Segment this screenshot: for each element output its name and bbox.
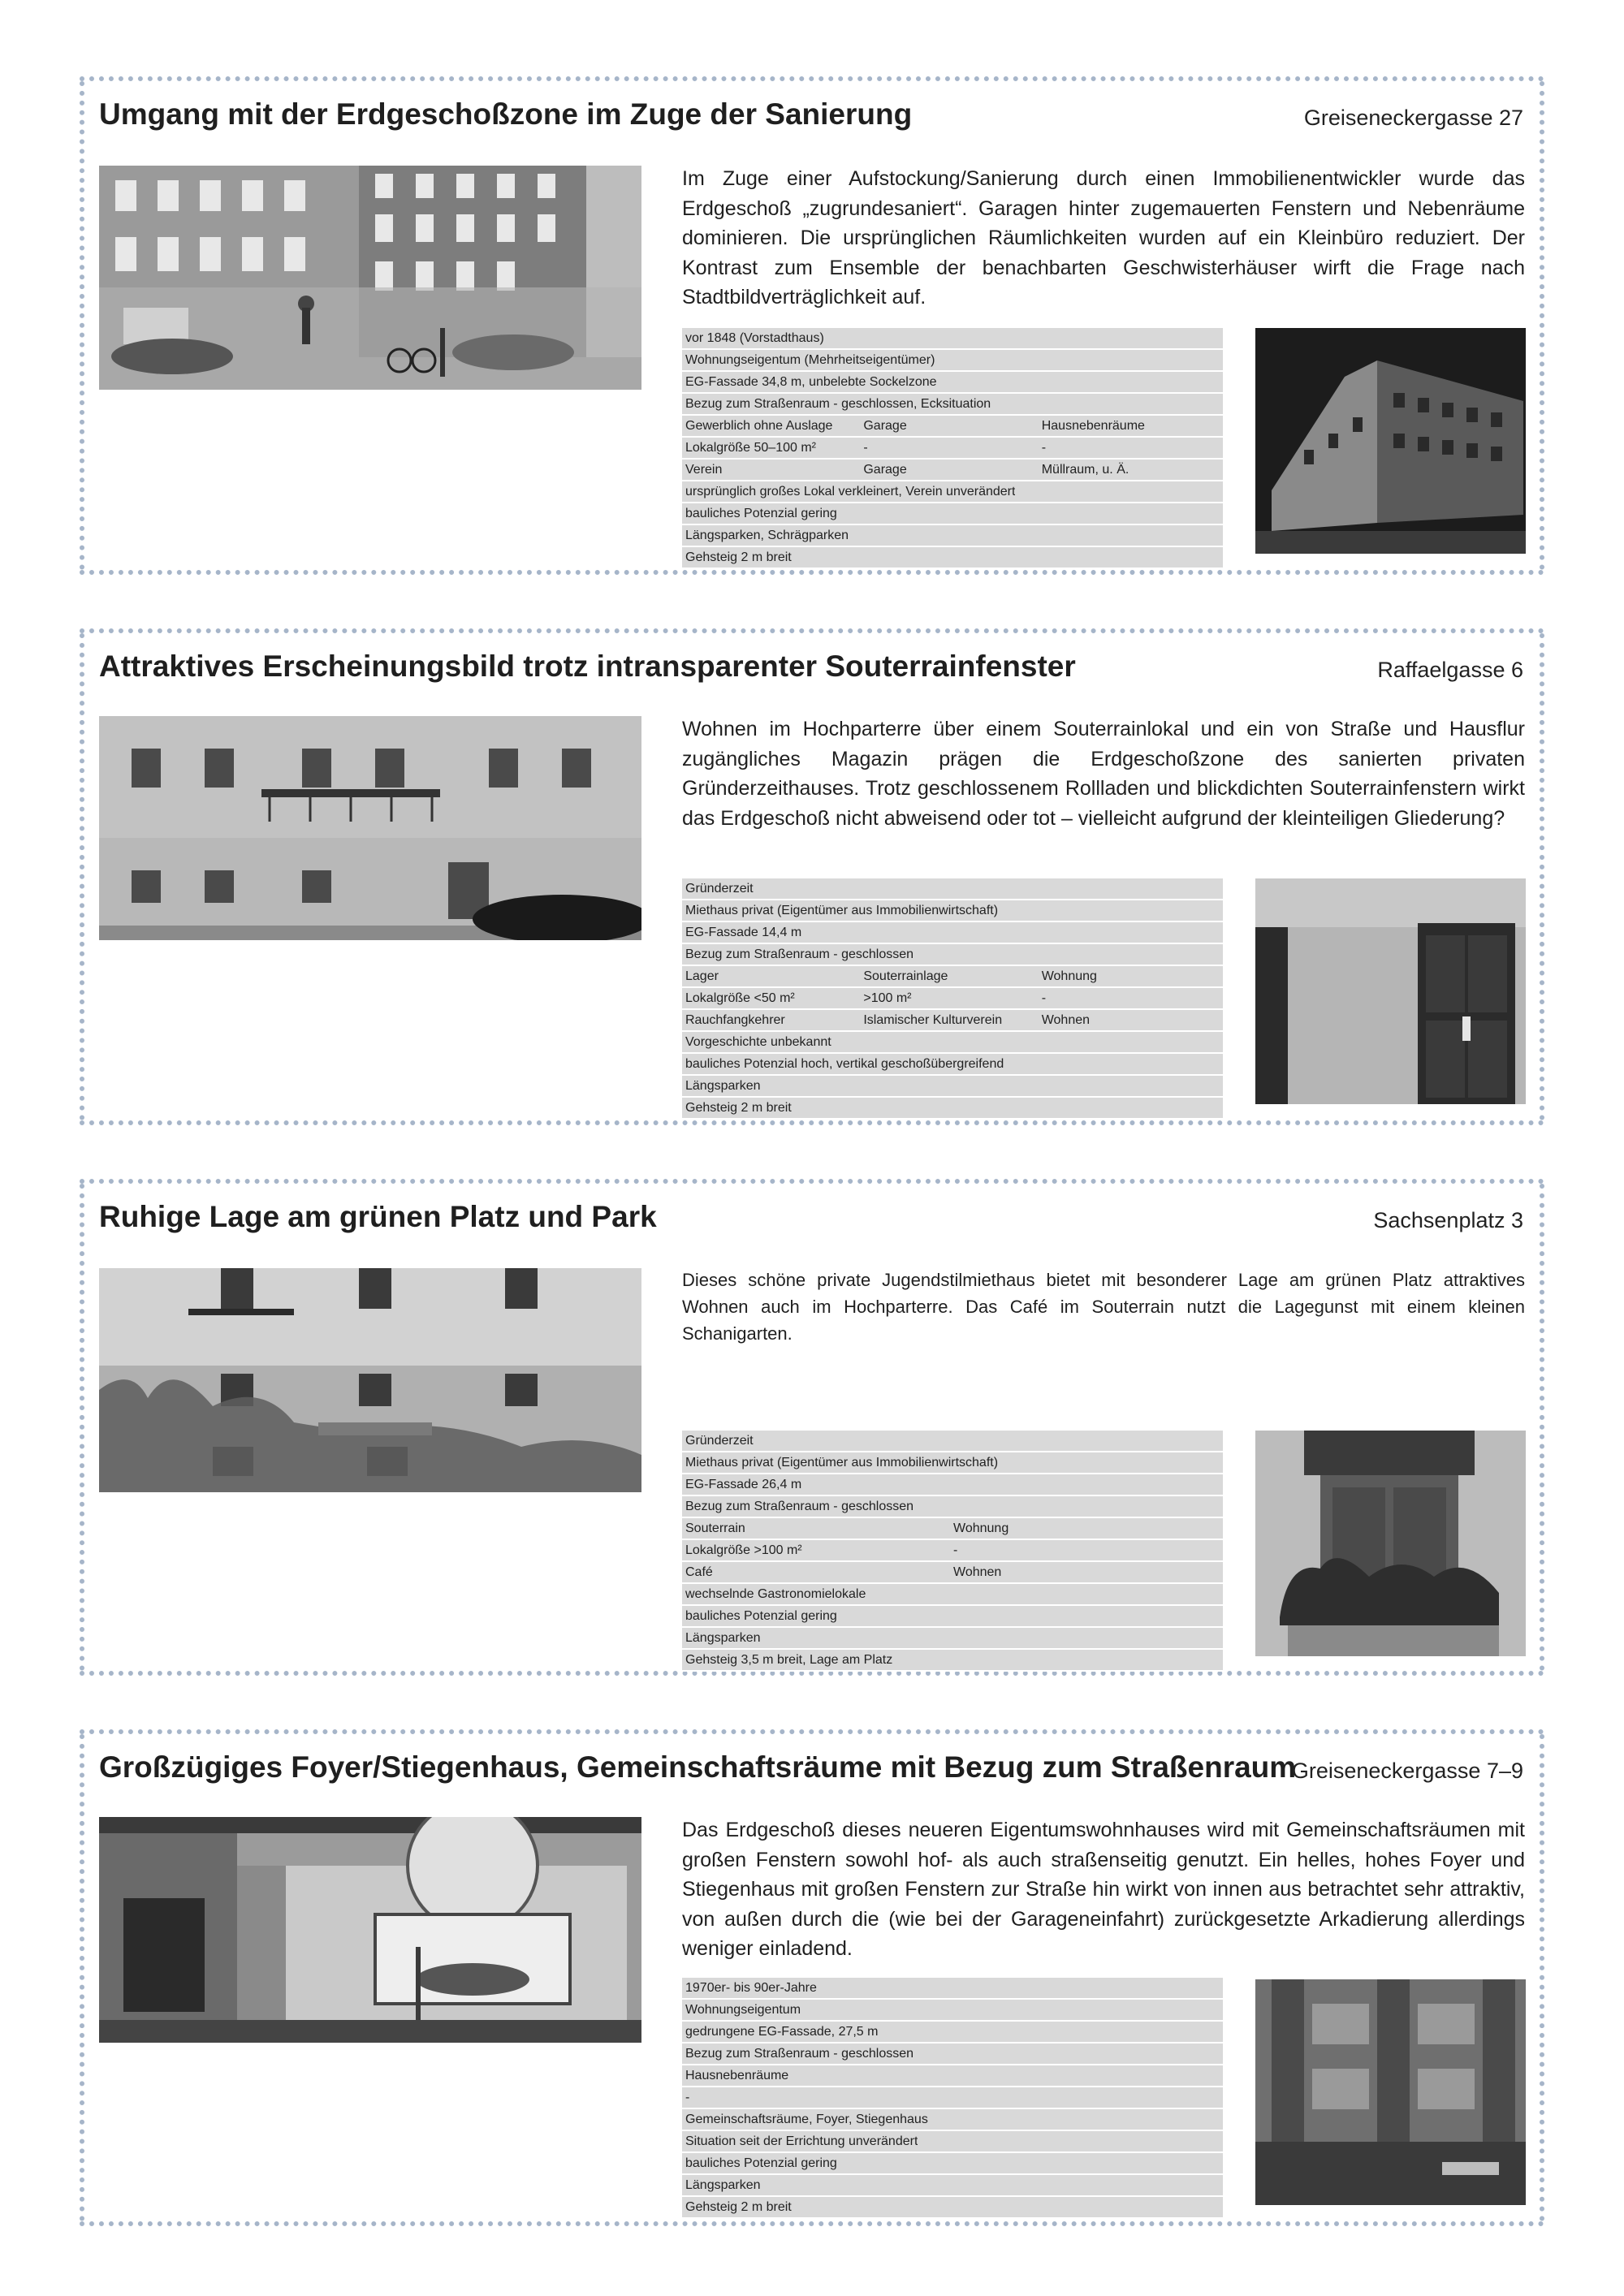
doors-photo xyxy=(1255,878,1526,1104)
table-row: EG-Fassade 14,4 m xyxy=(682,922,1223,944)
info-table xyxy=(682,328,1223,569)
table-row: ursprünglich großes Lokal verkleinert, Verein unverändert xyxy=(682,481,1223,503)
table-row: wechselnde Gastronomielokale xyxy=(682,1584,1223,1606)
section-title: Umgang mit der Erdgeschoßzone im Zuge der Sanierung xyxy=(99,97,913,131)
section-title: Attraktives Erscheinungsbild trotz intransparenter Souterrainfenster xyxy=(99,650,1076,683)
table-row: Gehsteig 2 m breit xyxy=(682,2197,1223,2219)
table-row: Lager Souterrainlage Wohnung xyxy=(682,966,1223,988)
section-2 xyxy=(80,628,1544,1125)
section-address: Greiseneckergasse 7–9 xyxy=(1291,1759,1523,1783)
building-aerial-photo xyxy=(1255,328,1526,554)
table-row: Längsparken, Schrägparken xyxy=(682,525,1223,547)
table-row: Gehsteig 2 m breit xyxy=(682,547,1223,569)
table-row: Gründerzeit xyxy=(682,878,1223,900)
table-row: Vorgeschichte unbekannt xyxy=(682,1032,1223,1054)
table-row: Bezug zum Straßenraum - geschlossen xyxy=(682,944,1223,966)
section-description: Dieses schöne private Jugendstilmiethaus bietet mit besonderer Lage am grünen Platz attraktives Wohnen auch im Hochparterre. Das Café im Souterrain nutzt die Lagegunst mit einem kleinen Schanigarten. xyxy=(682,1270,1525,1344)
table-row: Souterrain Wohnung xyxy=(682,1518,1223,1540)
section-address: Raffaelgasse 6 xyxy=(1377,658,1523,682)
section-description: Das Erdgeschoß dieses neueren Eigentumswohnhauses wird mit Gemeinschaftsräumen mit großen Fenstern sowohl hof- als auch straßenseitig genutzt. Ein helles, hohes Foyer und Stiegenhaus mit großen Fenstern zur Straße hin wirkt von innen aus betrachtet sehr attraktiv, von außen durch die (wie bei der Garageneinfahrt) zurückgesetzte Arkadierung allerdings weniger einladend. xyxy=(682,1819,1525,1960)
table-row: Situation seit der Errichtung unverändert xyxy=(682,2131,1223,2153)
foyer-photo xyxy=(99,1817,641,2043)
table-row: Lokalgröße 50–100 m² - - xyxy=(682,438,1223,460)
table-row: bauliches Potenzial gering xyxy=(682,503,1223,525)
table-row: - xyxy=(682,2087,1223,2109)
section-description: Im Zuge einer Aufstockung/Sanierung durch einen Immobilienentwickler wurde das Erdgeschoß „zugrundesaniert“. Garagen hinter zugemauerten Fenstern und Nebenräume dominieren. Die ursprünglichen Räumlichkeiten wurden auf ein Kleinbüro reduziert. Der Kontrast zum Ensemble der benachbarten Geschwisterhäuser wirft die Frage nach Stadtbildverträglichkeit auf. xyxy=(682,167,1525,309)
table-row: Lokalgröße >100 m² - xyxy=(682,1540,1223,1562)
section-3 xyxy=(80,1179,1544,1676)
table-row: Längsparken xyxy=(682,2175,1223,2197)
table-row: bauliches Potenzial gering xyxy=(682,2153,1223,2175)
info-table xyxy=(682,1431,1223,1672)
table-row: Wohnungseigentum xyxy=(682,2000,1223,2022)
table-row: bauliches Potenzial hoch, vertikal geschoßübergreifend xyxy=(682,1054,1223,1076)
window-plants-photo xyxy=(1255,1431,1526,1656)
section-4 xyxy=(80,1729,1544,2226)
table-row: Längsparken xyxy=(682,1076,1223,1098)
table-row: Rauchfangkehrer Islamischer Kulturverein Wohnen xyxy=(682,1010,1223,1032)
table-row: Wohnungseigentum (Mehrheitseigentümer) xyxy=(682,350,1223,372)
facade-photo xyxy=(99,716,641,940)
table-row: Gewerblich ohne Auslage Garage Hausnebenräume xyxy=(682,416,1223,438)
table-row: Bezug zum Straßenraum - geschlossen xyxy=(682,1496,1223,1518)
section-description: Wohnen im Hochparterre über einem Souterrainlokal und ein von Straße und Hausflur zugängliches Magazin prägen die Erdgeschoßzone des sanierten privaten Gründerzeithauses. Trotz geschlossenem Rollladen und blickdichten Souterrainfenstern wirkt das Erdgeschoß nicht abweisend oder tot – vielleicht aufgrund der kleinteiligen Gliederung? xyxy=(682,718,1525,830)
table-row: Miethaus privat (Eigentümer aus Immobilienwirtschaft) xyxy=(682,1452,1223,1474)
table-row: Bezug zum Straßenraum - geschlossen xyxy=(682,2044,1223,2065)
building-corner-photo xyxy=(99,166,641,390)
section-1 xyxy=(80,76,1544,575)
table-row: Längsparken xyxy=(682,1628,1223,1650)
section-address: Greiseneckergasse 27 xyxy=(1303,106,1523,130)
table-row: bauliches Potenzial gering xyxy=(682,1606,1223,1628)
table-row: Miethaus privat (Eigentümer aus Immobilienwirtschaft) xyxy=(682,900,1223,922)
section-title: Großzügiges Foyer/Stiegenhaus, Gemeinschaftsräume mit Bezug zum Straßenraum xyxy=(99,1750,1297,1784)
table-row: Verein Garage Müllraum, u. Ä. xyxy=(682,460,1223,481)
table-row: vor 1848 (Vorstadthaus) xyxy=(682,328,1223,350)
info-table xyxy=(682,878,1223,1120)
table-row: Hausnebenräume xyxy=(682,2065,1223,2087)
table-row: EG-Fassade 26,4 m xyxy=(682,1474,1223,1496)
table-row: Gehsteig 3,5 m breit, Lage am Platz xyxy=(682,1650,1223,1672)
arcade-facade-photo xyxy=(1255,1979,1526,2205)
table-row: Gehsteig 2 m breit xyxy=(682,1098,1223,1120)
table-row: Gründerzeit xyxy=(682,1431,1223,1452)
table-row: 1970er- bis 90er-Jahre xyxy=(682,1978,1223,2000)
table-row: Lokalgröße <50 m² >100 m² - xyxy=(682,988,1223,1010)
table-row: Café Wohnen xyxy=(682,1562,1223,1584)
section-address: Sachsenplatz 3 xyxy=(1373,1208,1523,1232)
table-row: gedrungene EG-Fassade, 27,5 m xyxy=(682,2022,1223,2044)
table-row: Gemeinschaftsräume, Foyer, Stiegenhaus xyxy=(682,2109,1223,2131)
table-row: Bezug zum Straßenraum - geschlossen, Ecksituation xyxy=(682,394,1223,416)
info-table xyxy=(682,1978,1223,2219)
table-row: EG-Fassade 34,8 m, unbelebte Sockelzone xyxy=(682,372,1223,394)
park-facade-photo xyxy=(99,1268,641,1492)
section-title: Ruhige Lage am grünen Platz und Park xyxy=(99,1200,657,1233)
